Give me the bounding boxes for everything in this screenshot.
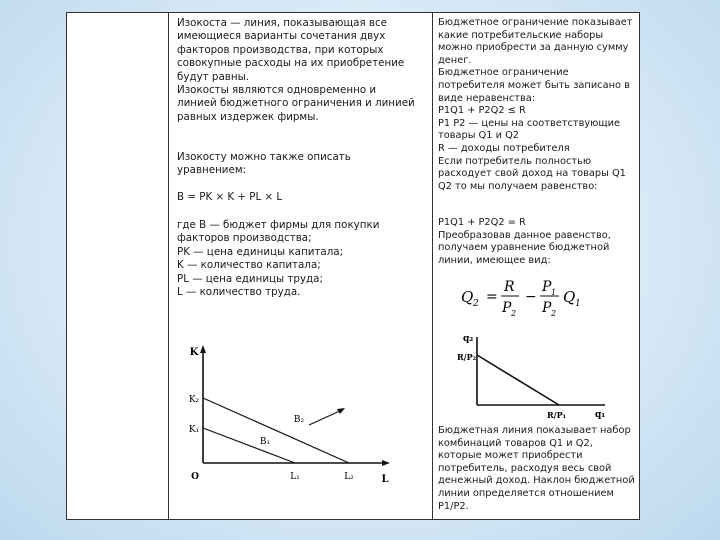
l1-label: L₁ (290, 472, 300, 482)
b1-label: B₁ (259, 437, 271, 447)
slide-table (66, 12, 640, 520)
origin-label: O (191, 472, 199, 482)
k1-label: K₁ (188, 425, 200, 435)
formula-p2b-denominator: P (542, 300, 552, 316)
budget-line-graph-svg (455, 329, 613, 421)
b2-label: B₂ (293, 415, 305, 425)
k-axis-arrow (200, 345, 206, 353)
column-divider-left (168, 13, 169, 519)
budget-constraint-text: Бюджетное ограничение показывает какие потребительские наборы можно приобрести за данную сумму денег. Бюджетное ограничение потребителя может быть записано в виде неравенства: P1Q1 + P2Q2 ≤ R P1 P2 — цены на соответствующие товары Q1 и Q2 R — доходы потребителя Если потребитель полностью расходует свой доход на товары Q1 Q2 то мы получаем равенство: (438, 17, 633, 192)
formula-minus: − (525, 289, 537, 305)
formula-p1-sub: 1 (551, 288, 557, 297)
formula-p2b-sub: 2 (551, 309, 557, 318)
budget-line (477, 355, 559, 405)
budget-equation-text: P1Q1 + P2Q2 = R Преобразовав данное равенство, получаем уравнение бюджетной линии, имеющее вид: (438, 217, 611, 266)
q1-axis-label: q₁ (595, 410, 606, 420)
isocost-graph (185, 341, 397, 483)
k2-label: K₂ (188, 395, 200, 405)
isocost-variables: где B — бюджет фирмы для покупки факторов производства; PK — цена единицы капитала; K — количество капитала; PL — цена единицы труда; L — количество труда. (177, 219, 380, 299)
formula-q2: Q (461, 288, 474, 306)
formula-equals: = (486, 289, 498, 305)
l2-label: L₂ (344, 472, 354, 482)
q2-axis-label: q₂ (463, 334, 474, 344)
formula-r-numerator: R (504, 279, 515, 295)
l-axis-label: L (381, 474, 389, 483)
k-axis-label: K (189, 347, 199, 358)
isocost-definition: Изокоста — линия, показывающая все имеющиеся варианты сочетания двух факторов производства, при которых совокупные расходы на их приобретение будут равны. Изокосты являются одновременно и линией бюджетного ограничения и линией равных издержек фирмы. (177, 17, 415, 123)
budget-line-formula (459, 273, 609, 319)
budget-line-formula-svg (459, 273, 609, 319)
isocost-equation-intro: Изокосту можно также описать уравнением: (177, 151, 351, 177)
shift-arrow-head (337, 408, 345, 414)
isocost-equation: B = PK × K + PL × L (177, 191, 283, 203)
formula-q2-sub: 2 (473, 299, 479, 309)
formula-q1-sub: 1 (575, 299, 581, 309)
isocost-graph-svg (185, 341, 397, 483)
column-divider-right (432, 13, 433, 519)
formula-p2-denominator: P (502, 300, 512, 316)
l-axis-arrow (382, 460, 390, 466)
formula-p1-numerator: P (542, 279, 552, 295)
formula-q1: Q (563, 288, 576, 306)
formula-p2-sub: 2 (511, 309, 517, 318)
budget-line-explanation: Бюджетная линия показывает набор комбинаций товаров Q1 и Q2, которые может приобрести потребитель, расходуя весь свой денежный доход. Наклон бюджетной линии определяется отношением P1/P2. (438, 425, 635, 512)
budget-line-graph (455, 329, 613, 421)
isocost-line-2 (203, 398, 349, 463)
shift-arrow-line (309, 410, 342, 425)
r-over-p1-label: R/P₁ (547, 410, 567, 420)
r-over-p2-label: R/P₂ (457, 352, 477, 362)
